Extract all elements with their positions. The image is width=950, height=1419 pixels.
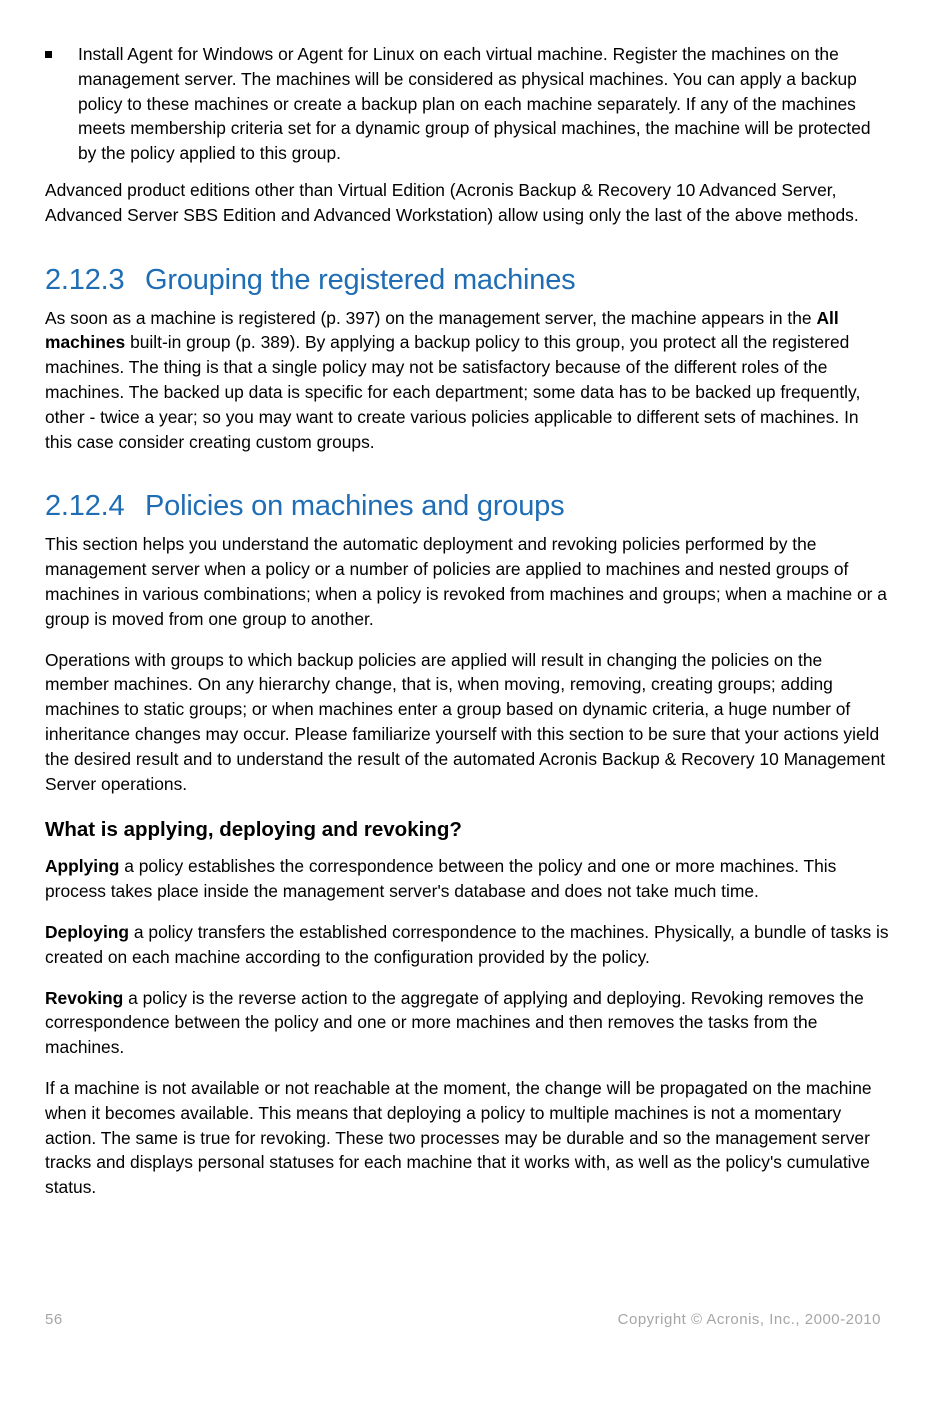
applying-text: a policy establishes the correspondence between the policy and one or more machines. This process takes place inside the management server's database and does not take much time. — [45, 856, 837, 902]
intro-paragraph: Advanced product editions other than Virtual Edition (Acronis Backup & Recovery 10 Advanced Server, Advanced Server SBS Edition and Advanced Workstation) allow using only the last of the above methods. — [45, 179, 859, 225]
deploying-text: a policy transfers the established correspondence to the machines. Physically, a bundle of tasks is created on each machine according to the configuration provided by the policy. — [45, 921, 889, 967]
section-number: 2.12.3 — [45, 263, 125, 296]
deploying-paragraph — [45, 920, 890, 970]
subheading: What is applying, deploying and revoking? — [45, 818, 462, 842]
policies-paragraph-1: This section helps you understand the automatic deployment and revoking policies performed by the management server when a policy or a number of policies are applied to machines and nested groups of machines in various combinations; when a policy is revoked from machines and groups; when a machine or a group is moved from one group to another. — [45, 534, 887, 629]
applying-paragraph — [45, 854, 890, 904]
section-heading-2123 — [45, 262, 890, 298]
document-page — [45, 42, 890, 1216]
deploying-term: Deploying — [45, 921, 130, 942]
revoking-term: Revoking — [45, 987, 124, 1008]
section-title: Policies on machines and groups — [145, 490, 565, 523]
grouping-text-a: As soon as a machine is registered (p. 397) on the management server, the machine appears in the — [45, 307, 812, 328]
availability-paragraph: If a machine is not available or not reachable at the moment, the change will be propagated on the machine when it becomes available. This means that deploying a policy to multiple machines is not a momentary action. The same is true for revoking. These two processes may be durable and so the management server tracks and displays personal statuses for each machine that it works with, as well as the policy's cumulative status. — [45, 1077, 872, 1198]
all-machines-term: All machines — [45, 307, 839, 353]
policies-paragraph-2: Operations with groups to which backup policies are applied will result in changing the policies on the member machines. On any hierarchy change, that is, when moving, removing, creating groups; adding machines to static groups; or when machines enter a group based on dynamic criteria, a huge number of inheritance changes may occur. Please familiarize yourself with this section to be sure that your actions yield the desired result and to understand the result of the automated Acronis Backup & Recovery 10 Management Server operations. — [45, 649, 886, 794]
copyright-notice: Copyright © Acronis, Inc., 2000-2010 — [617, 1311, 881, 1328]
section-title: Grouping the registered machines — [145, 263, 576, 296]
bullet-item — [45, 42, 890, 166]
revoking-paragraph — [45, 986, 890, 1060]
section-heading-2124 — [45, 488, 890, 524]
bullet-text: Install Agent for Windows or Agent for Linux on each virtual machine. Register the machines on the management server. The machines will be considered as physical machines. You can apply a backup policy to these machines or create a backup plan on each machine separately. If any of the machines meets membership criteria set for a dynamic group of physical machines, the machine will be protected by the policy applied to this group. — [78, 44, 871, 164]
applying-term: Applying — [45, 856, 120, 877]
grouping-text-b: built-in group (p. 389). By applying a backup policy to this group, you protect all the registered machines. The thing is that a single policy may not be satisfactory because of the different roles of the machines. The backed up data is specific for each department; some data has to be backed up frequently, other - twice a year; so you may want to create various policies applicable to different sets of machines. In this case consider creating custom groups. — [45, 332, 861, 452]
section-number: 2.12.4 — [45, 490, 125, 523]
grouping-paragraph — [45, 306, 890, 455]
bullet-square-icon — [45, 51, 52, 58]
revoking-text: a policy is the reverse action to the aggregate of applying and deploying. Revoking removes the correspondence between the policy and one or more machines and then removes the tasks from the machines. — [45, 987, 864, 1058]
page-number: 56 — [45, 1311, 63, 1328]
